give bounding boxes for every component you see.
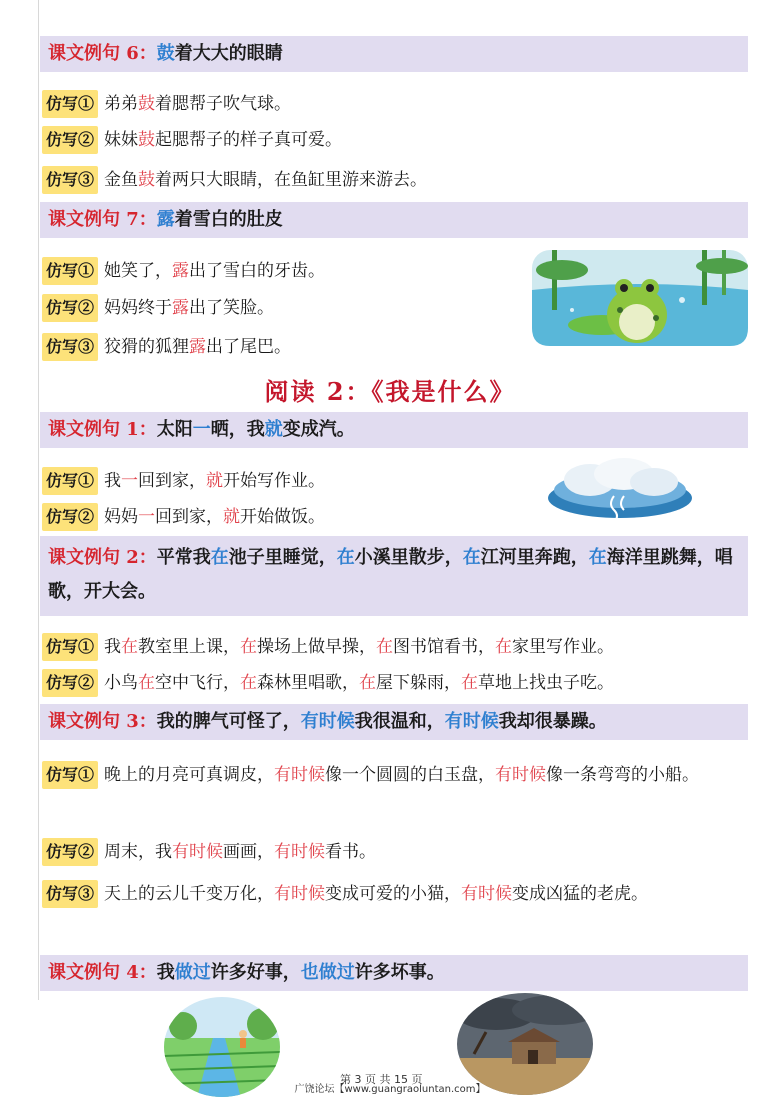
footer-site: 广饶论坛【www.guangraoluntan.com】 bbox=[294, 1084, 486, 1095]
imitation-tag: 仿写① bbox=[42, 90, 98, 118]
example-sentence-7: 课文例句 7：露着雪白的肚皮 bbox=[40, 202, 748, 238]
frog-illustration bbox=[532, 250, 748, 346]
imitation-line: 仿写② 妹妹鼓起腮帮子的样子真可爱。 bbox=[42, 126, 342, 154]
imitation-tag: 仿写① bbox=[42, 257, 98, 285]
reading-heading: 阅读 2：《我是什么》 bbox=[264, 377, 516, 406]
imitation-line: 仿写② 周末，我有时候画画，有时候看书。 bbox=[42, 838, 376, 866]
imitation-line: 仿写① 她笑了，露出了雪白的牙齿。 bbox=[42, 257, 325, 285]
page-number: 第 3 页 共 15 页 bbox=[340, 1073, 423, 1086]
imitation-line: 仿写① 晚上的月亮可真调皮，有时候像一个圆圆的白玉盘，有时候像一条弯弯的小船。 bbox=[42, 757, 742, 793]
imitation-tag: 仿写① bbox=[42, 633, 98, 661]
imitation-line: 仿写① 我一回到家，就开始写作业。 bbox=[42, 467, 325, 495]
imitation-line: 仿写③ 天上的云儿千变万化，有时候变成可爱的小猫，有时候变成凶猛的老虎。 bbox=[42, 876, 742, 912]
imitation-line: 仿写② 妈妈一回到家，就开始做饭。 bbox=[42, 503, 325, 531]
imitation-line: 仿写① 弟弟鼓着腮帮子吹气球。 bbox=[42, 90, 291, 118]
imitation-tag: 仿写② bbox=[42, 126, 98, 154]
example-sentence-2: 课文例句 2：平常我在池子里睡觉，在小溪里散步，在江河里奔跑，在海洋里跳舞，唱歌，开大会。 bbox=[40, 536, 748, 616]
imitation-tag: 仿写③ bbox=[42, 333, 98, 361]
imitation-tag: 仿写① bbox=[42, 467, 98, 495]
imitation-tag: 仿写② bbox=[42, 669, 98, 697]
example-sentence-4: 课文例句 4：我做过许多好事，也做过许多坏事。 bbox=[40, 955, 748, 991]
imitation-tag: 仿写① bbox=[42, 761, 98, 789]
imitation-tag: 仿写② bbox=[42, 503, 98, 531]
left-margin-rule bbox=[38, 0, 39, 1000]
example-sentence-6: 课文例句 6：鼓着大大的眼睛 bbox=[40, 36, 748, 72]
example-sentence-1: 课文例句 1：太阳一晒，我就变成汽。 bbox=[40, 412, 748, 448]
imitation-line: 仿写③ 金鱼鼓着两只大眼睛，在鱼缸里游来游去。 bbox=[42, 166, 427, 194]
example-sentence-3: 课文例句 3：我的脾气可怪了，有时候我很温和，有时候我却很暴躁。 bbox=[40, 704, 748, 740]
imitation-line: 仿写③ 狡猾的狐狸露出了尾巴。 bbox=[42, 333, 291, 361]
imitation-tag: 仿写② bbox=[42, 294, 98, 322]
cloud-illustration bbox=[544, 456, 696, 524]
imitation-tag: 仿写② bbox=[42, 838, 98, 866]
imitation-line: 仿写① 我在教室里上课，在操场上做早操，在图书馆看书，在家里写作业。 bbox=[42, 633, 614, 661]
imitation-line: 仿写② 妈妈终于露出了笑脸。 bbox=[42, 294, 274, 322]
imitation-line: 仿写② 小鸟在空中飞行，在森林里唱歌，在屋下躲雨，在草地上找虫子吃。 bbox=[42, 669, 614, 697]
imitation-tag: 仿写③ bbox=[42, 166, 98, 194]
imitation-tag: 仿写③ bbox=[42, 880, 98, 908]
